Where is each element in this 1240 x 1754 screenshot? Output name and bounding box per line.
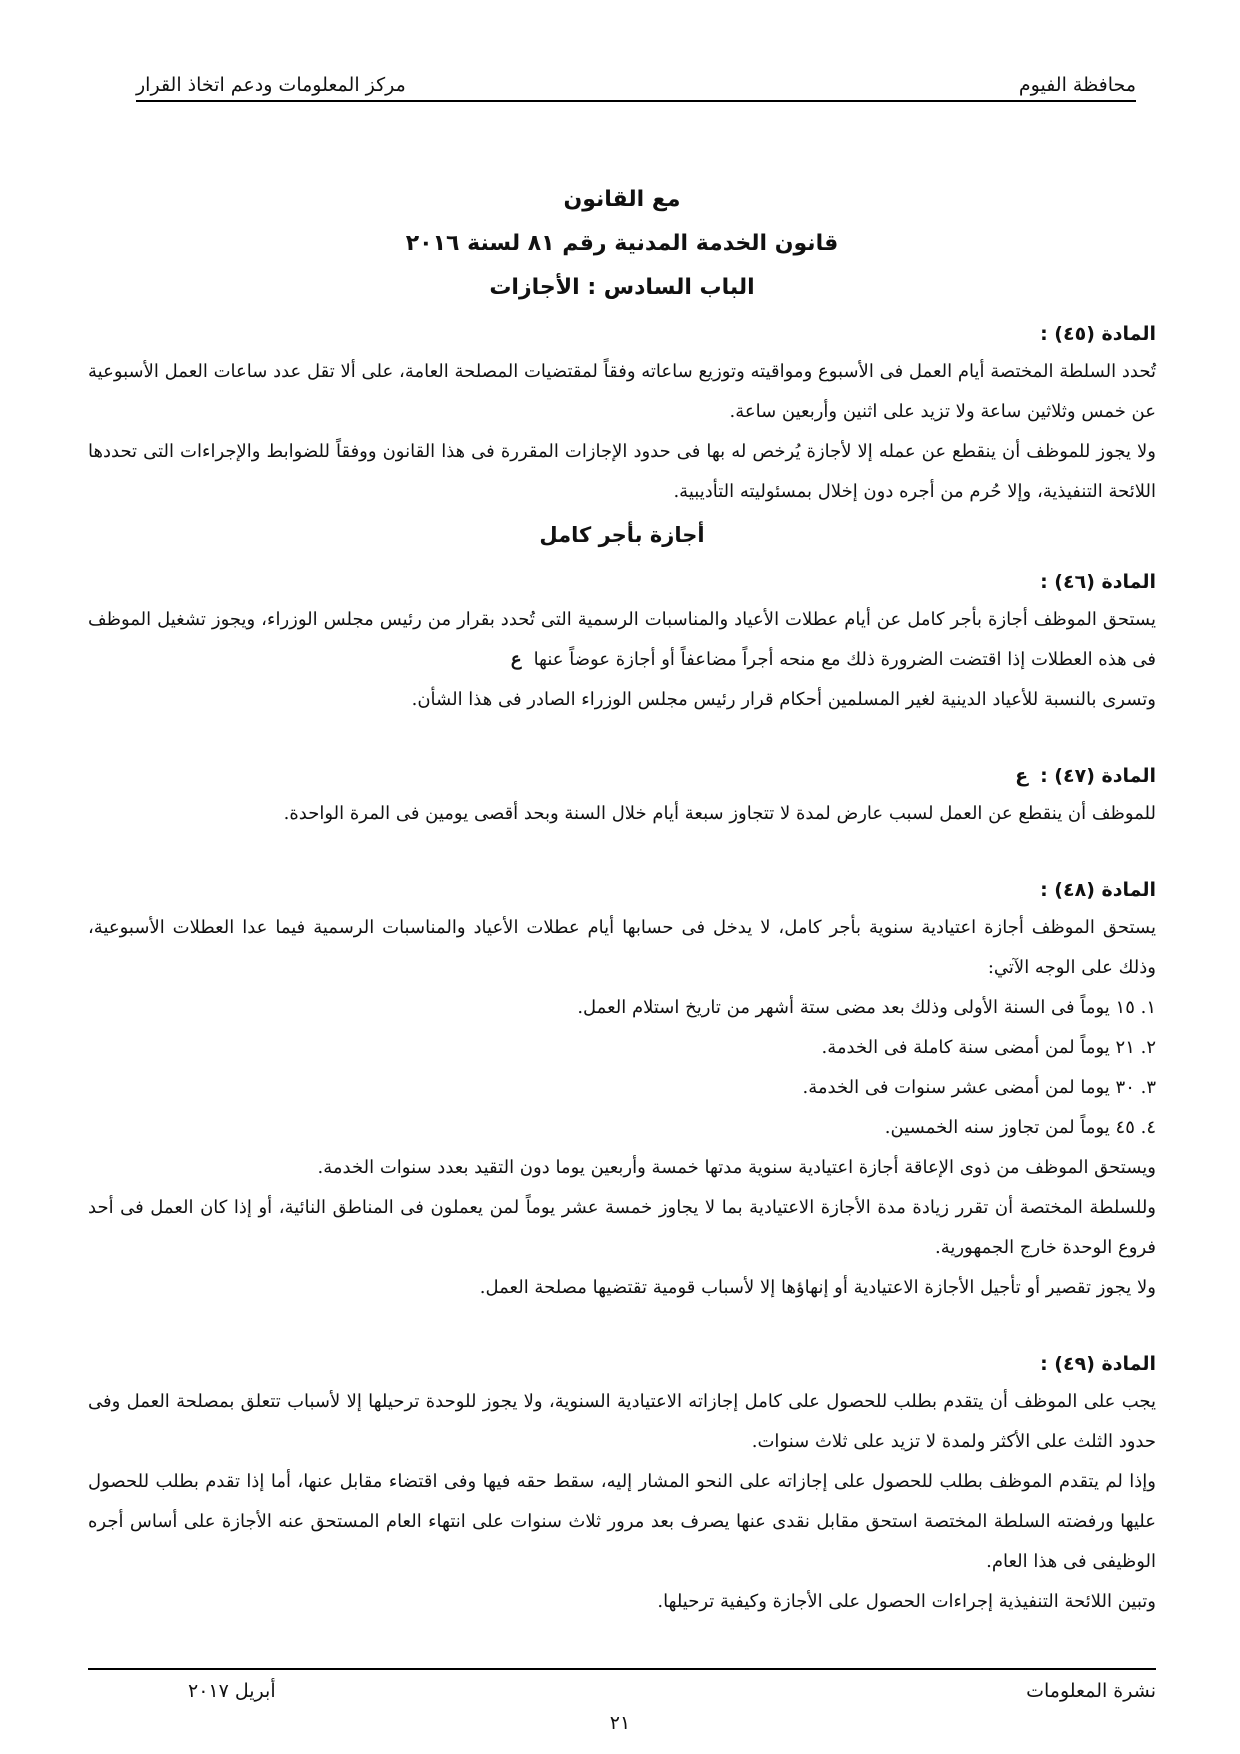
header-divider bbox=[136, 100, 1136, 102]
article-46-heading: المادة (٤٦) : bbox=[1040, 571, 1156, 593]
article-47-mark: ع bbox=[1015, 765, 1029, 787]
footer-bulletin: نشرة المعلومات bbox=[1026, 1680, 1156, 1702]
footer-date: أبريل ٢٠١٧ bbox=[188, 1680, 276, 1702]
article-48-paragraph-1: يستحق الموظف أجازة اعتيادية سنوية بأجر كامل، لا يدخل فى حسابها أيام عطلات الأعياد والمناسبات الرسمية فيما عدا العطلات الأسبوعية، وذلك على الوجه الآتي: bbox=[88, 917, 1156, 978]
article-46-mark: ع bbox=[510, 649, 522, 670]
article-49-paragraph-1: يجب على الموظف أن يتقدم بطلب للحصول على كامل إجازاته الاعتيادية السنوية، ولا يجوز للوحدة ترحيلها إلا لأسباب تتعلق بمصلحة العمل وفى حدود الثلث على الأكثر ولمدة لا تزيد على ثلاث سنوات. bbox=[88, 1391, 1156, 1452]
article-46-paragraph-1 bbox=[88, 600, 1156, 680]
article-48-list-item: ٤. ٤٥ يوماً لمن تجاوز سنه الخمسين. bbox=[884, 1117, 1156, 1138]
article-49-paragraph-2: وإذا لم يتقدم الموظف بطلب للحصول على إجازاته على النحو المشار إليه، سقط حقه فيها وفى اقتضاء مقابل عنها، أما إذا تقدم بطلب للحصول عليها ورفضته السلطة المختصة استحق مقابل نقدى عنها يصرف بعد مرور ثلاث سنوات على انتهاء العام المستحق عنه الأجازة على أساس أجره الوظيفى فى هذا العام. bbox=[88, 1471, 1156, 1572]
page-number: ٢١ bbox=[609, 1712, 631, 1734]
article-48-list-item: ٣. ٣٠ يوما لمن أمضى عشر سنوات فى الخدمة. bbox=[802, 1077, 1156, 1098]
article-48-list-item: ١. ١٥ يوماً فى السنة الأولى وذلك بعد مضى ستة أشهر من تاريخ استلام العمل. bbox=[577, 997, 1156, 1018]
article-49-heading: المادة (٤٩) : bbox=[1040, 1353, 1156, 1375]
article-45-heading: المادة (٤٥) : bbox=[1040, 323, 1156, 345]
article-47-paragraph-1: للموظف أن ينقطع عن العمل لسبب عارض لمدة لا تتجاوز سبعة أيام خلال السنة وبحد أقصى يومين فى المرة الواحدة. bbox=[283, 803, 1156, 824]
article-46-text: يستحق الموظف أجازة بأجر كامل عن أيام عطلات الأعياد والمناسبات الرسمية التى تُحدد بقرار من رئيس مجلس الوزراء، ويجوز تشغيل الموظف فى هذه العطلات إذا اقتضت الضرورة ذلك مع منحه أجراً مضاعفاً أو أجازة عوضاً عنها bbox=[88, 609, 1156, 670]
article-48-paragraph-2: ويستحق الموظف من ذوى الإعاقة أجازة اعتيادية سنوية مدتها خمسة وأربعين يوما دون التقيد بعدد سنوات الخدمة. bbox=[317, 1157, 1156, 1178]
article-48-paragraph-4: ولا يجوز تقصير أو تأجيل الأجازة الاعتيادية أو إنهاؤها إلا لأسباب قومية تقتضيها مصلحة العمل. bbox=[479, 1277, 1156, 1298]
article-47-heading bbox=[88, 758, 1156, 794]
page-footer bbox=[88, 1680, 1156, 1708]
law-title: قانون الخدمة المدنية رقم ٨١ لسنة ٢٠١٦ bbox=[405, 231, 839, 256]
running-header bbox=[136, 74, 1136, 102]
header-governorate: محافظة الفيوم bbox=[1018, 74, 1136, 96]
header-center: مركز المعلومات ودعم اتخاذ القرار bbox=[136, 74, 406, 96]
footer-divider bbox=[88, 1668, 1156, 1670]
article-46-paragraph-2: وتسرى بالنسبة للأعياد الدينية لغير المسلمين أحكام قرار رئيس مجلس الوزراء الصادر فى هذا الشأن. bbox=[411, 689, 1156, 710]
article-49-paragraph-3: وتبين اللائحة التنفيذية إجراءات الحصول على الأجازة وكيفية ترحيلها. bbox=[657, 1591, 1156, 1612]
article-47-heading-text: المادة (٤٧) : bbox=[1040, 765, 1156, 787]
document-title: مع القانون bbox=[563, 187, 681, 212]
article-45-paragraph-1: تُحدد السلطة المختصة أيام العمل فى الأسبوع ومواقيته وتوزيع ساعاته وفقاً لمقتضيات المصلحة العامة، على ألا تقل عدد ساعات العمل الأسبوعية عن خمس وثلاثين ساعة ولا تزيد على اثنين وأربعين ساعة. bbox=[88, 361, 1156, 422]
article-45-paragraph-2: ولا يجوز للموظف أن ينقطع عن عمله إلا لأجازة يُرخص له بها فى حدود الإجازات المقررة فى هذا القانون ووفقاً للضوابط والإجراءات التى تحددها اللائحة التنفيذية، وإلا حُرم من أجره دون إخلال بمسئوليته التأديبية. bbox=[88, 441, 1156, 502]
document-body bbox=[88, 178, 1156, 1622]
full-pay-leave-heading: أجازة بأجر كامل bbox=[539, 523, 705, 547]
article-48-list-item: ٢. ٢١ يوماً لمن أمضى سنة كاملة فى الخدمة. bbox=[821, 1037, 1156, 1058]
article-48-heading: المادة (٤٨) : bbox=[1040, 879, 1156, 901]
chapter-title: الباب السادس : الأجازات bbox=[489, 275, 755, 300]
article-48-paragraph-3: وللسلطة المختصة أن تقرر زيادة مدة الأجازة الاعتيادية بما لا يجاوز خمسة عشر يوماً لمن يعملون فى المناطق النائية، أو إذا كان العمل فى أحد فروع الوحدة خارج الجمهورية. bbox=[88, 1197, 1156, 1258]
